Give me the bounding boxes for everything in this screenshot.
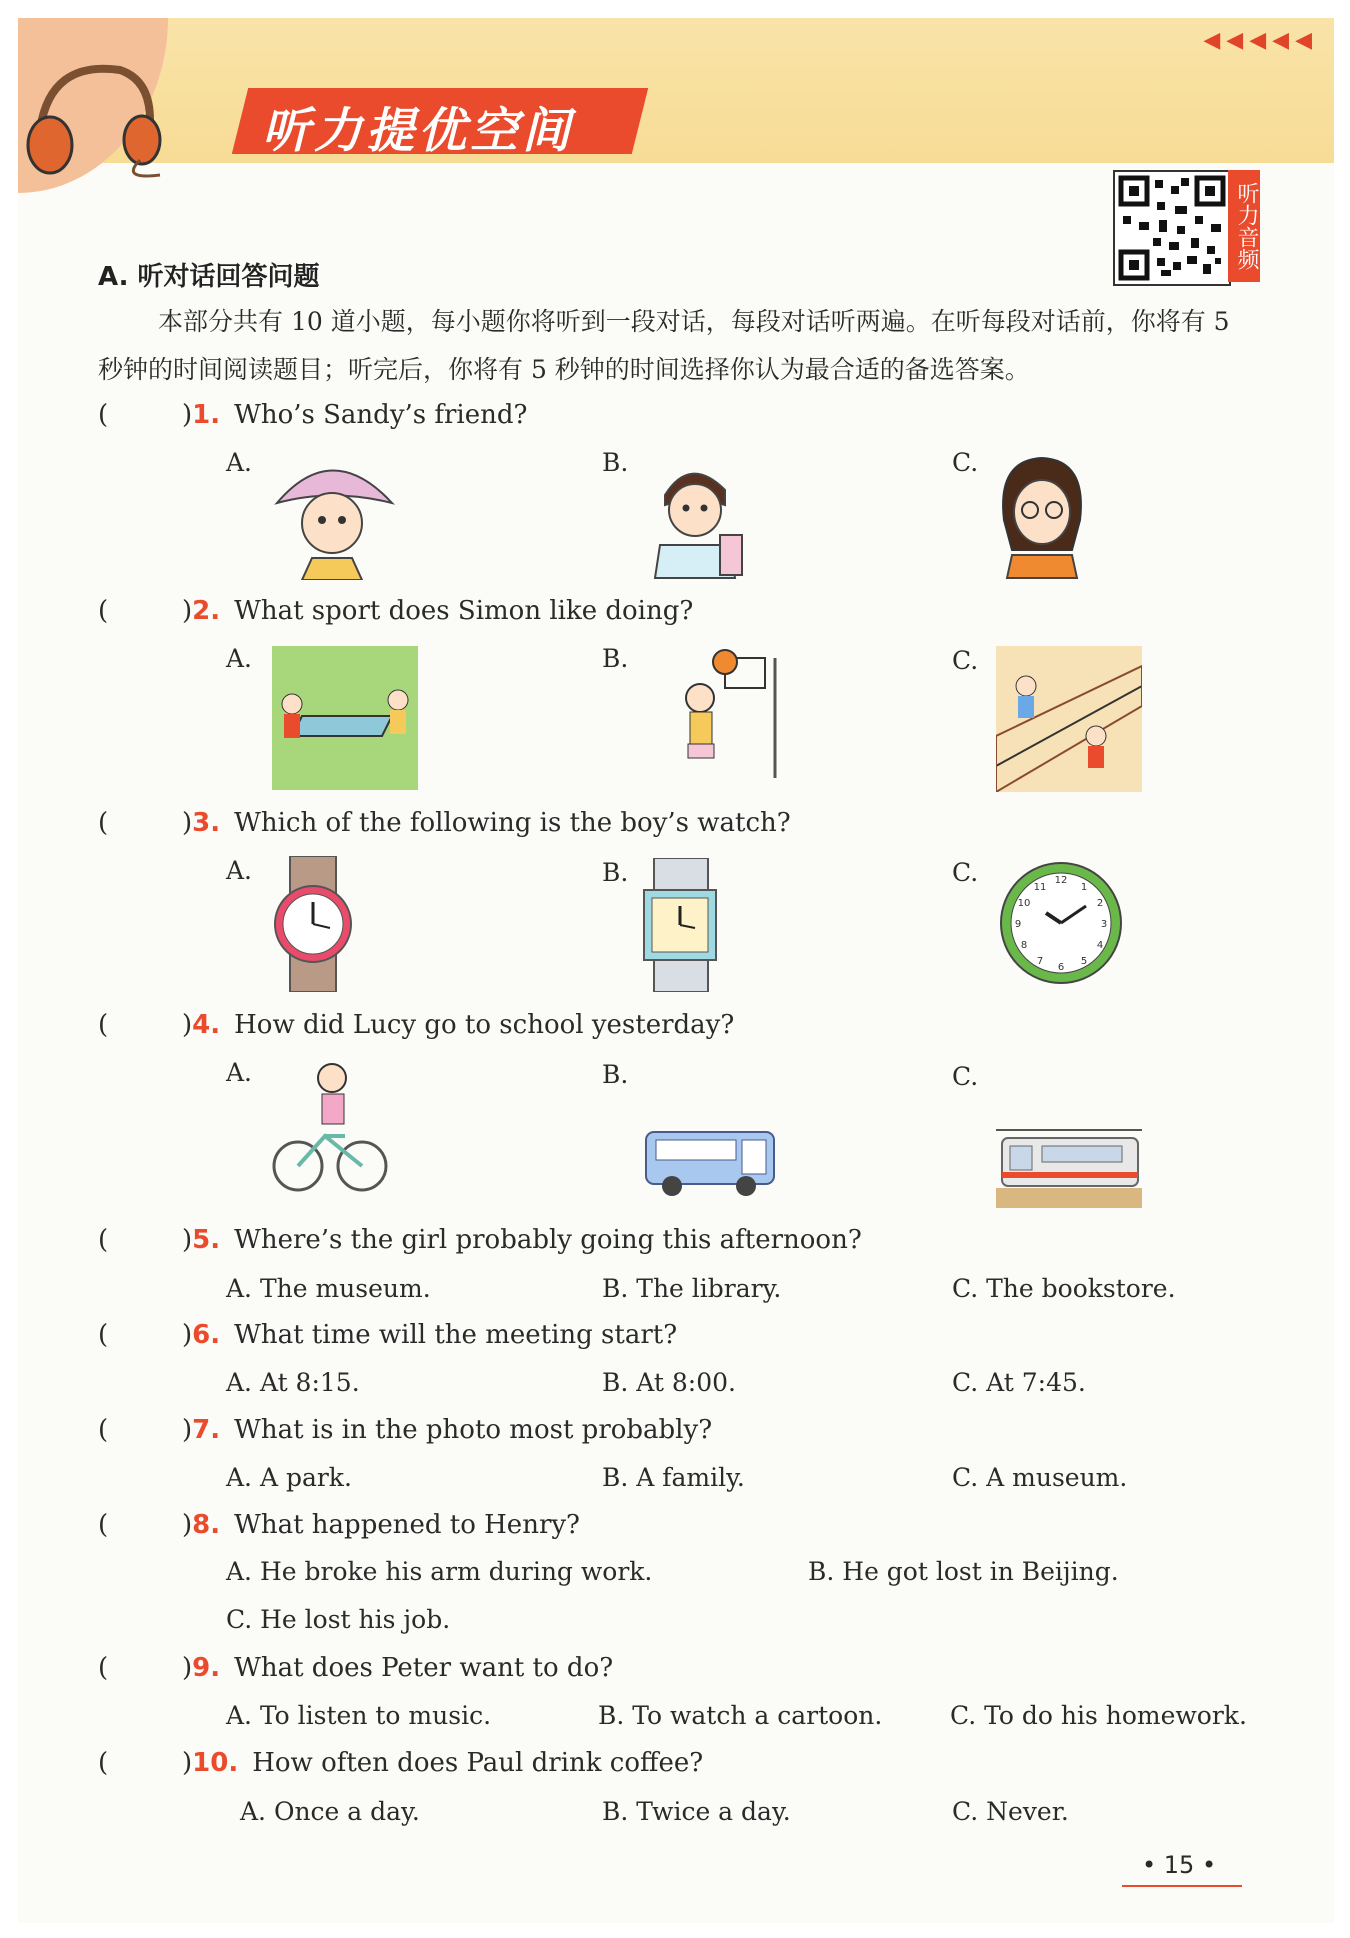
basketball-image: [660, 648, 790, 788]
question-text: Which of the following is the boy’s watch?: [234, 808, 791, 838]
clock-number: 4: [1096, 940, 1104, 951]
qr-code-image[interactable]: [1113, 170, 1231, 286]
question-text: What happened to Henry?: [234, 1510, 580, 1540]
badminton-image: [996, 646, 1142, 792]
page-title: 听力提优空间: [262, 103, 575, 159]
clock-number: 1: [1080, 882, 1088, 893]
answer-blank[interactable]: (: [98, 1748, 109, 1778]
answer-blank[interactable]: (: [98, 1320, 109, 1350]
question-text: How did Lucy go to school yesterday?: [234, 1010, 735, 1040]
question-5: ( )5. Where’s the girl probably going this afternoon?: [98, 1225, 862, 1255]
option-a: A.: [226, 1058, 253, 1087]
question-9: ( )9. What does Peter want to do?: [98, 1653, 614, 1683]
option-b: B. Twice a day.: [602, 1797, 791, 1826]
clock-number: 11: [1033, 882, 1047, 893]
option-b: B.: [602, 644, 629, 673]
page-number-underline: [1122, 1885, 1242, 1887]
option-c: C.: [952, 646, 979, 675]
answer-blank[interactable]: (: [98, 1225, 109, 1255]
question-1: ( )1. Who’s Sandy’s friend?: [98, 400, 528, 430]
table-tennis-image: [272, 646, 418, 790]
option-a: A.: [226, 856, 253, 885]
question-number: 9.: [192, 1653, 221, 1683]
option-c: C. Never.: [952, 1797, 1069, 1826]
section-instructions: 本部分共有 10 道小题，每小题你将听到一段对话，每段对话听两遍。在听每段对话前，你将有 5 秒钟的时间阅读题目；听完后，你将有 5 秒钟的时间选择你认为最合适的备选答案。: [98, 307, 1230, 384]
audio-label: 听力音频: [1228, 170, 1260, 282]
option-c: C.: [952, 1062, 979, 1091]
option-a: A. The museum.: [226, 1274, 431, 1303]
option-a: A.: [226, 644, 253, 673]
question-number: 5.: [192, 1225, 221, 1255]
option-c: C. He lost his job.: [226, 1605, 451, 1634]
answer-blank[interactable]: (: [98, 808, 109, 838]
question-number: 4.: [192, 1010, 221, 1040]
question-2: ( )2. What sport does Simon like doing?: [98, 596, 694, 626]
question-number: 10.: [192, 1748, 239, 1778]
wall-clock-image: [996, 858, 1126, 988]
question-number: 2.: [192, 596, 221, 626]
option-b: B.: [602, 858, 629, 887]
header-banner: [18, 18, 1334, 163]
headphones-icon: [20, 50, 170, 180]
option-c: C.: [952, 448, 979, 477]
question-number: 7.: [192, 1415, 221, 1445]
round-wristwatch-image: [270, 856, 356, 992]
question-text: How often does Paul drink coffee?: [252, 1748, 704, 1778]
option-c: C. At 7:45.: [952, 1368, 1086, 1397]
question-number: 3.: [192, 808, 221, 838]
option-a: A. At 8:15.: [226, 1368, 360, 1397]
question-text: What time will the meeting start?: [234, 1320, 678, 1350]
question-text: What is in the photo most probably?: [234, 1415, 713, 1445]
bus-image: [642, 1124, 778, 1200]
answer-blank[interactable]: (: [98, 400, 109, 430]
clock-number: 9: [1014, 919, 1022, 930]
clock-number: 3: [1100, 919, 1108, 930]
clock-number: 2: [1096, 898, 1104, 909]
option-b: B.: [602, 448, 629, 477]
girl-with-backpack-image: [640, 450, 750, 580]
girl-with-glasses-image: [992, 450, 1092, 580]
option-b: B. A family.: [602, 1463, 745, 1492]
question-number: 8.: [192, 1510, 221, 1540]
question-text: What does Peter want to do?: [234, 1653, 614, 1683]
question-number: 6.: [192, 1320, 221, 1350]
question-3: ( )3. Which of the following is the boy’s watch?: [98, 808, 791, 838]
clock-number: 6: [1057, 962, 1065, 973]
question-text: Where’s the girl probably going this afternoon?: [234, 1225, 862, 1255]
option-c: C. A museum.: [952, 1463, 1128, 1492]
clock-number: 10: [1017, 898, 1031, 909]
clock-number: 7: [1036, 956, 1044, 967]
section-title: A. 听对话回答问题: [98, 262, 320, 292]
option-b: B. To watch a cartoon.: [598, 1701, 883, 1730]
question-text: What sport does Simon like doing?: [234, 596, 694, 626]
question-4: ( )4. How did Lucy go to school yesterday?: [98, 1010, 735, 1040]
girl-with-hat-image: [272, 448, 398, 580]
question-10: ( )10. How often does Paul drink coffee?: [98, 1748, 704, 1778]
option-a: A. A park.: [226, 1463, 352, 1492]
question-text: Who’s Sandy’s friend?: [234, 400, 528, 430]
question-number: 1.: [192, 400, 221, 430]
option-b: B.: [602, 1060, 629, 1089]
answer-blank[interactable]: (: [98, 596, 109, 626]
bicycle-image: [270, 1056, 390, 1196]
option-b: B. The library.: [602, 1274, 782, 1303]
clock-number: 12: [1054, 875, 1068, 886]
option-c: C. The bookstore.: [952, 1274, 1176, 1303]
question-8: ( )8. What happened to Henry?: [98, 1510, 580, 1540]
subway-train-image: [996, 1124, 1142, 1208]
question-7: ( )7. What is in the photo most probably?: [98, 1415, 713, 1445]
option-a: A. He broke his arm during work.: [226, 1557, 653, 1586]
square-wristwatch-image: [640, 858, 722, 992]
answer-blank[interactable]: (: [98, 1510, 109, 1540]
option-b: B. He got lost in Beijing.: [808, 1557, 1119, 1586]
page-number: • 15 •: [1142, 1851, 1217, 1879]
question-6: ( )6. What time will the meeting start?: [98, 1320, 678, 1350]
option-b: B. At 8:00.: [602, 1368, 736, 1397]
option-c: C.: [952, 858, 979, 887]
option-c: C. To do his homework.: [950, 1701, 1247, 1730]
decorative-arrows: ◀◀◀◀◀: [1203, 28, 1318, 53]
option-a: A.: [226, 448, 253, 477]
answer-blank[interactable]: (: [98, 1653, 109, 1683]
answer-blank[interactable]: (: [98, 1010, 109, 1040]
clock-number: 8: [1020, 940, 1028, 951]
clock-number: 5: [1080, 956, 1088, 967]
option-a: A. Once a day.: [240, 1797, 420, 1826]
answer-blank[interactable]: (: [98, 1415, 109, 1445]
option-a: A. To listen to music.: [226, 1701, 492, 1730]
